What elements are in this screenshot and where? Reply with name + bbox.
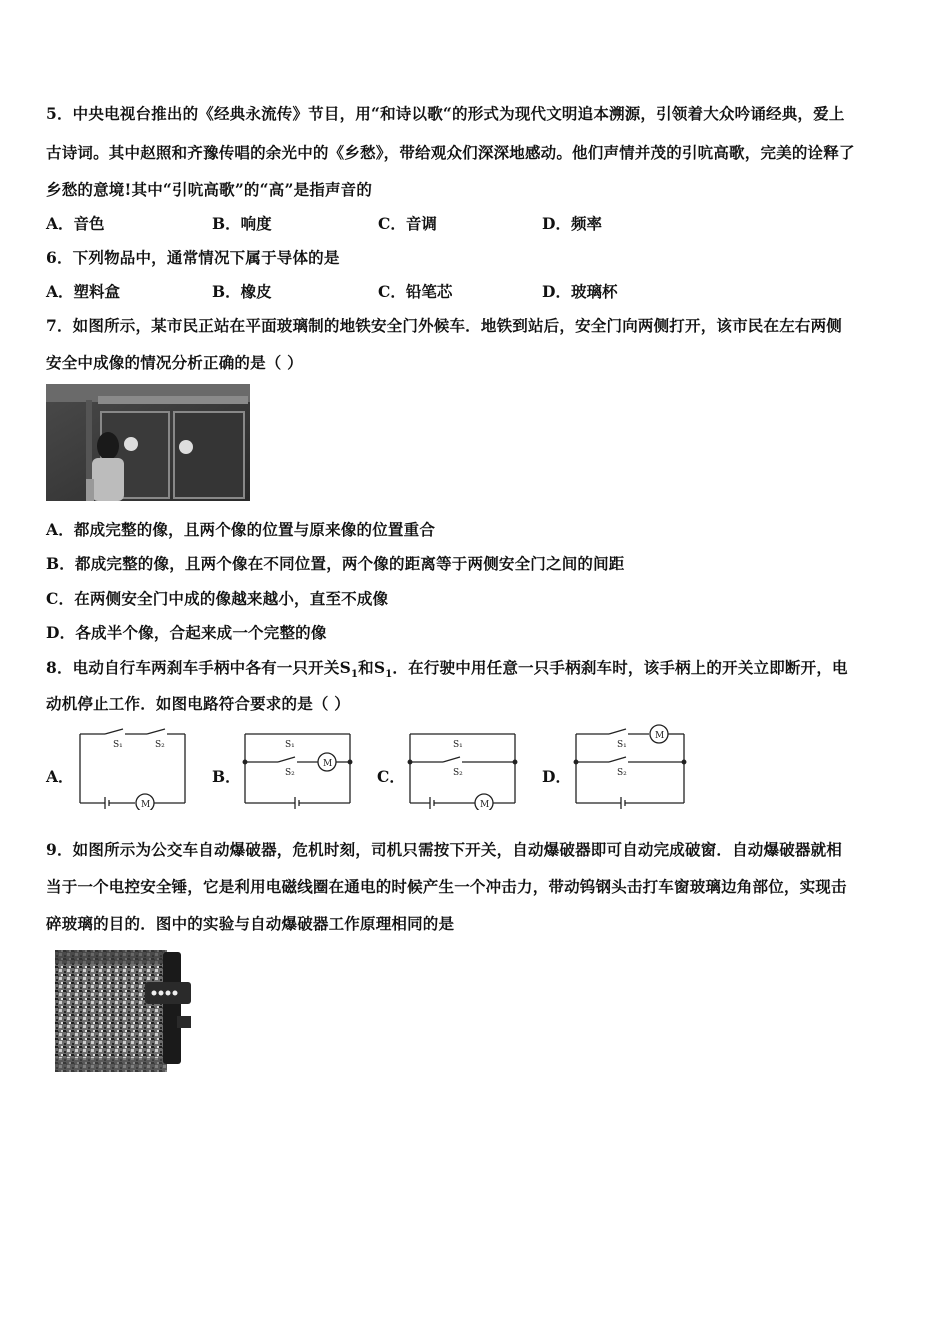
q6-option-b[interactable]: B．橡皮: [212, 282, 272, 301]
circuit-a-s2-label: S₂: [155, 740, 165, 750]
circuit-c-label[interactable]: C．: [377, 767, 405, 786]
circuit-a-motor-label: M: [141, 800, 151, 810]
circuit-a-label[interactable]: A．: [46, 767, 74, 786]
q7-line-2: 安全中成像的情况分析正确的是（ ）: [46, 353, 303, 372]
circuit-b-diagram[interactable]: [240, 728, 355, 810]
circuit-c-s2-label: S₂: [453, 768, 463, 778]
circuit-d-diagram[interactable]: [571, 722, 691, 810]
circuit-a-s1-label: S₁: [113, 740, 123, 750]
circuit-d-motor-label: M: [655, 731, 665, 741]
q7-option-a[interactable]: A．都成完整的像，且两个像的位置与原来像的位置重合: [46, 520, 436, 539]
q5-option-a[interactable]: A．音色: [46, 214, 105, 233]
q9-line-2: 当于一个电控安全锤，它是利用电磁线圈在通电的时候产生一个冲击力，带动钨钢头击打车窗玻璃边角部位，实现击: [46, 877, 847, 896]
bus-window-breaker-photo: [55, 950, 200, 1072]
circuit-a-diagram[interactable]: [75, 728, 190, 810]
q7-option-b[interactable]: B．都成完整的像，且两个像在不同位置，两个像的距离等于两侧安全门之间的间距: [46, 554, 625, 573]
q8-line-2: 动机停止工作．如图电路符合要求的是（ ）: [46, 694, 350, 713]
q5-line-1: 5．中央电视台推出的《经典永流传》节目，用“和诗以歌“的形式为现代文明追本溯源，引领着大众吟诵经典，爱上: [46, 104, 845, 123]
q5-line-3: 乡愁的意境!其中“引吭高歌”的“高”是指声音的: [46, 180, 373, 199]
circuit-b-s1-label: S₁: [285, 740, 295, 750]
circuit-c-motor-label: M: [480, 800, 490, 810]
circuit-d-label[interactable]: D．: [542, 767, 571, 786]
subway-door-photo: [46, 384, 250, 501]
circuit-c-diagram[interactable]: [405, 728, 520, 810]
q7-line-1: 7．如图所示，某市民正站在平面玻璃制的地铁安全门外候车．地铁到站后，安全门向两侧打开，该市民在左右两侧: [46, 316, 842, 335]
q7-option-d[interactable]: D．各成半个像，合起来成一个完整的像: [46, 623, 327, 642]
q5-option-c[interactable]: C．音调: [378, 214, 437, 233]
circuit-c-s1-label: S₁: [453, 740, 463, 750]
q9-line-3: 碎玻璃的目的．图中的实验与自动爆破器工作原理相同的是: [46, 914, 455, 933]
circuit-b-label[interactable]: B．: [212, 767, 241, 786]
q7-option-c[interactable]: C．在两侧安全门中成的像越来越小，直至不成像: [46, 589, 389, 608]
q5-option-b[interactable]: B．响度: [212, 214, 272, 233]
q6-option-d[interactable]: D．玻璃杯: [542, 282, 618, 301]
q9-line-1: 9．如图所示为公交车自动爆破器，危机时刻，司机只需按下开关，自动爆破器即可自动完成破窗．自动爆破器就相: [46, 840, 842, 859]
q6-line-1: 6．下列物品中，通常情况下属于导体的是: [46, 248, 340, 267]
q6-option-c[interactable]: C．铅笔芯: [378, 282, 453, 301]
q5-line-2: 古诗词。其中赵照和齐豫传唱的余光中的《乡愁》，带给观众们深深地感动。他们声情并茂的引吭高歌，完美的诠释了: [46, 143, 855, 162]
circuit-b-motor-label: M: [323, 759, 333, 769]
q6-option-a[interactable]: A．塑料盒: [46, 282, 121, 301]
circuit-d-s2-label: S₂: [617, 768, 627, 778]
q8-line-1: 8．电动自行车两刹车手柄中各有一只开关$S_1$和$S_1$．在行驶中用任意一只手柄刹车时，该手柄上的开关立即断开，电: [46, 658, 848, 681]
circuit-d-s1-label: S₁: [617, 740, 627, 750]
circuit-b-s2-label: S₂: [285, 768, 295, 778]
q5-option-d[interactable]: D．频率: [542, 214, 602, 233]
